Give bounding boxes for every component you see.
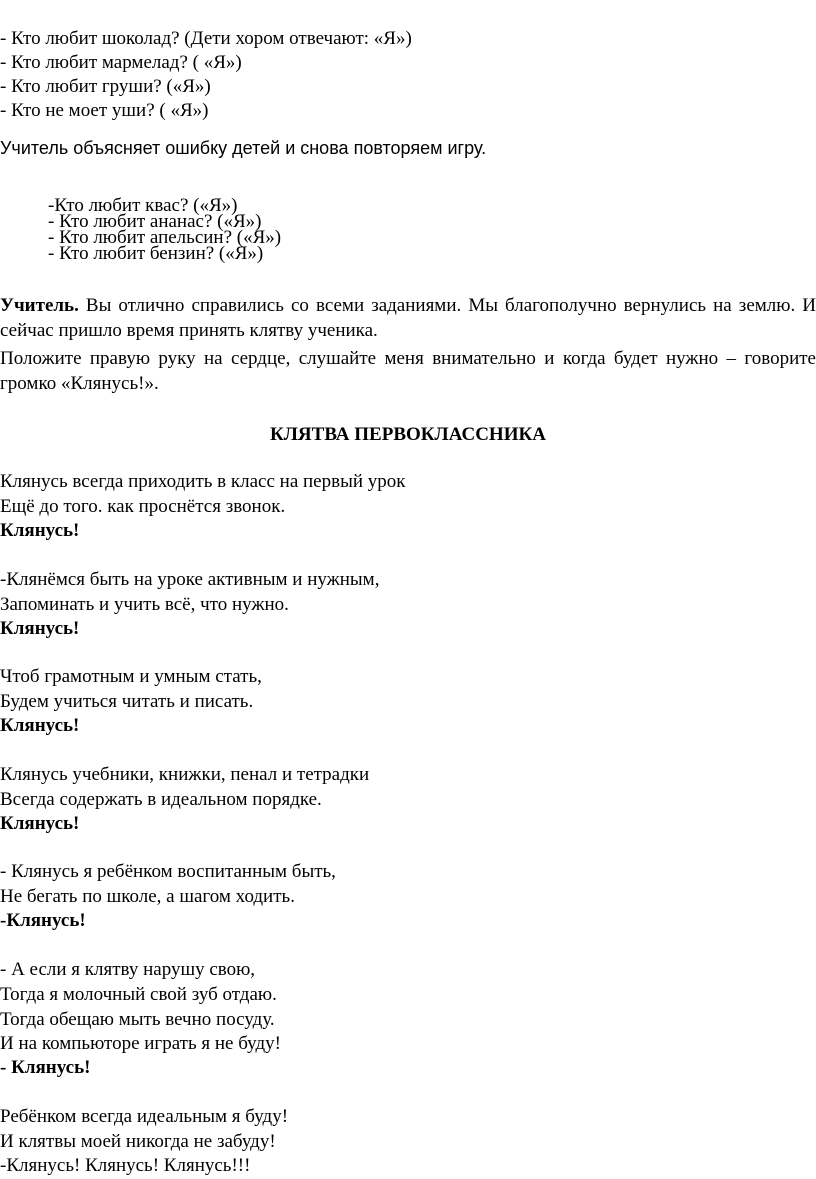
oath-s7-line-2: И клятвы моей никогда не забуду! <box>0 1131 276 1152</box>
game1-line-3: - Кто любит груши? («Я») <box>0 76 211 97</box>
oath-s5-line-1: - Клянусь я ребёнком воспитанным быть, <box>0 861 336 882</box>
teacher-text-1: Вы отлично справились со всеми заданиями. Мы благополучно вернулись на землю. И сейчас пришло время принять клятву ученика. <box>0 295 816 341</box>
oath-s1-vow: Клянусь! <box>0 520 80 541</box>
oath-s6-line-2: Тогда я молочный свой зуб отдаю. <box>0 984 277 1005</box>
oath-s6-line-3: Тогда обещаю мыть вечно посуду. <box>0 1009 275 1030</box>
oath-s3-vow: Клянусь! <box>0 715 80 736</box>
oath-s5-vow: -Клянусь! <box>0 910 86 931</box>
oath-s6-line-4: И на компьюторе играть я не буду! <box>0 1033 281 1054</box>
oath-s1-line-2: Ещё до того. как проснётся звонок. <box>0 496 286 517</box>
teacher-paragraph-2: Положите правую руку на сердце, слушайте меня внимательно и когда будет нужно – говорите громко «Клянусь!». <box>0 348 816 394</box>
oath-s4-line-1: Клянусь учебники, книжки, пенал и тетрадки <box>0 764 370 785</box>
oath-s4-line-2: Всегда содержать в идеальном порядке. <box>0 789 322 810</box>
teacher-paragraph-1 <box>0 294 816 343</box>
oath-s7-line-1: Ребёнком всегда идеальным я буду! <box>0 1106 289 1127</box>
oath-s6-vow: - Клянусь! <box>0 1057 91 1078</box>
oath-s3-line-2: Будем учиться читать и писать. <box>0 691 254 712</box>
oath-s2-vow: Клянусь! <box>0 618 80 639</box>
oath-s7-line-3: -Клянусь! Клянусь! Клянусь!!! <box>0 1155 251 1176</box>
oath-s1-line-1: Клянусь всегда приходить в класс на первый урок <box>0 471 406 492</box>
game2-line-2: - Кто любит ананас? («Я») <box>48 211 262 232</box>
oath-s4-vow: Клянусь! <box>0 813 80 834</box>
oath-title: КЛЯТВА ПЕРВОКЛАССНИКА <box>270 424 546 445</box>
game2-line-3: - Кто любит апельсин? («Я») <box>48 227 282 248</box>
game2-line-1: -Кто любит квас? («Я») <box>48 195 238 216</box>
teacher-label: Учитель. <box>0 295 79 316</box>
game2-line-4: - Кто любит бензин? («Я») <box>48 243 264 264</box>
teacher-explanation: Учитель объясняет ошибку детей и снова повторяем игру. <box>0 138 487 158</box>
game1-line-4: - Кто не моет уши? ( «Я») <box>0 100 209 121</box>
oath-s6-line-1: - А если я клятву нарушу свою, <box>0 959 256 980</box>
oath-s2-line-1: -Клянёмся быть на уроке активным и нужным, <box>0 569 380 590</box>
game1-line-1: - Кто любит шоколад? (Дети хором отвечают: «Я») <box>0 28 412 49</box>
oath-s5-line-2: Не бегать по школе, а шагом ходить. <box>0 886 295 907</box>
game1-line-2: - Кто любит мармелад? ( «Я») <box>0 52 242 73</box>
oath-s2-line-2: Запоминать и учить всё, что нужно. <box>0 594 289 615</box>
oath-s3-line-1: Чтоб грамотным и умным стать, <box>0 666 262 687</box>
